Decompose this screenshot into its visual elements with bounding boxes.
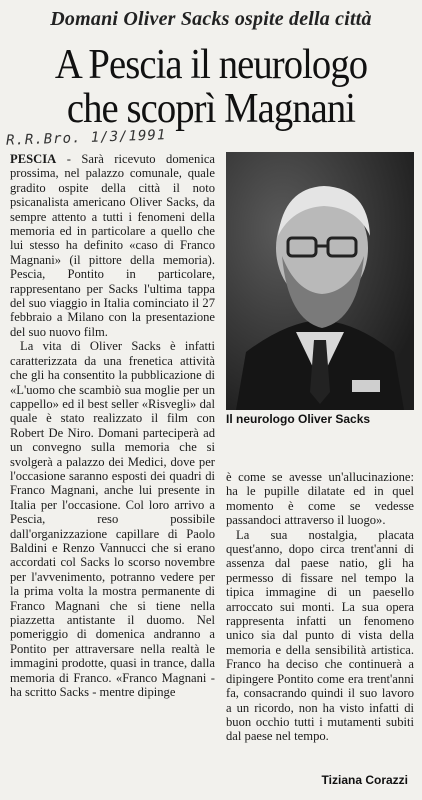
portrait-photo-icon bbox=[226, 152, 414, 410]
handwritten-date-note: R.R.Bro. 1/3/1991 bbox=[5, 127, 167, 149]
article-column-right bbox=[226, 470, 414, 744]
article-paragraph bbox=[10, 152, 215, 339]
headline-line-1: A Pescia il neurologo bbox=[54, 42, 368, 88]
article-paragraph: La vita di Oliver Sacks è infatti caratterizzata da una frenetica attività che gli ha consentito la pubblicazione di «L'uomo che scambiò sua moglie per un cappello» ed il best seller «Risvegli» dal quale è stato realizzato il film con Robert De Niro. Domani parteciperà ad un convegno sulla memoria che si svolgerà a palazzo dei Medici, dove per l'occasione saranno esposti dei quadri di Franco Magnani, anche lui presente in Italia per l'occasione. Col loro arrivo a Pescia, reso possibile dall'organizzazione capillare di Paolo Baldini e Renzo Vannucci che si erano accordati col Sacks lo scorso novembre per l'avvenimento, potranno vedere per la prima volta la mostra permanente di Franco Magnani che si tiene nella piazzetta antistante il duomo. Nel pomeriggio di domenica andranno a Pontito per attraversare nella realtà le immagini prodotte, quasi in trance, dalla memoria di Franco. «Franco Magnani - ha scritto Sacks - mentre dipinge bbox=[10, 339, 215, 700]
headline-line-2: che scoprì Magnani bbox=[66, 86, 356, 132]
article-column-left bbox=[10, 152, 215, 699]
author-signature: Tiziana Corazzi bbox=[321, 773, 408, 787]
photo-caption: Il neurologo Oliver Sacks bbox=[226, 412, 371, 426]
portrait-photo bbox=[226, 152, 414, 410]
article-paragraph: è come se avesse un'allucinazione: ha le pupille dilatate ed in quel momento è come se vedesse passandoci attraverso il luogo». bbox=[226, 470, 414, 528]
paragraph-text: - Sarà ricevuto domenica prossima, nel palazzo comunale, quale gradito ospite della città il noto psicanalista americano Oliver Sacks, da sempre attento a tutti i fenomeni della memoria ed in particolare a quello che lui stesso ha definito «caso di Franco Magnani» (il pittore della memoria). Pescia, Pontito in particolare, rappresentano per Sacks l'ultima tappa del suo viaggio in Italia cominciato il 27 febbraio a Milano con la presentazione del suo nuovo film. bbox=[10, 152, 216, 339]
dateline: PESCIA bbox=[10, 152, 57, 166]
kicker: Domani Oliver Sacks ospite della città bbox=[50, 8, 372, 30]
article-paragraph: La sua nostalgia, placata quest'anno, dopo circa trent'anni di assenza dal paese natio, gli ha permesso di fissare nel tempo la tipica immagine di un paesello arroccato sui monti. La sua opera rappresenta infatti un fenomeno unico sia dal punto di vista della memoria e della sensibilità artistica. Franco ha deciso che continuerà a dipingere Pontito come era trent'anni fa, consacrando quindi il suo lavoro a un ricordo, non ha visto infatti di buon occhio tutti i mutamenti subiti dal paese nel tempo. bbox=[226, 527, 414, 744]
